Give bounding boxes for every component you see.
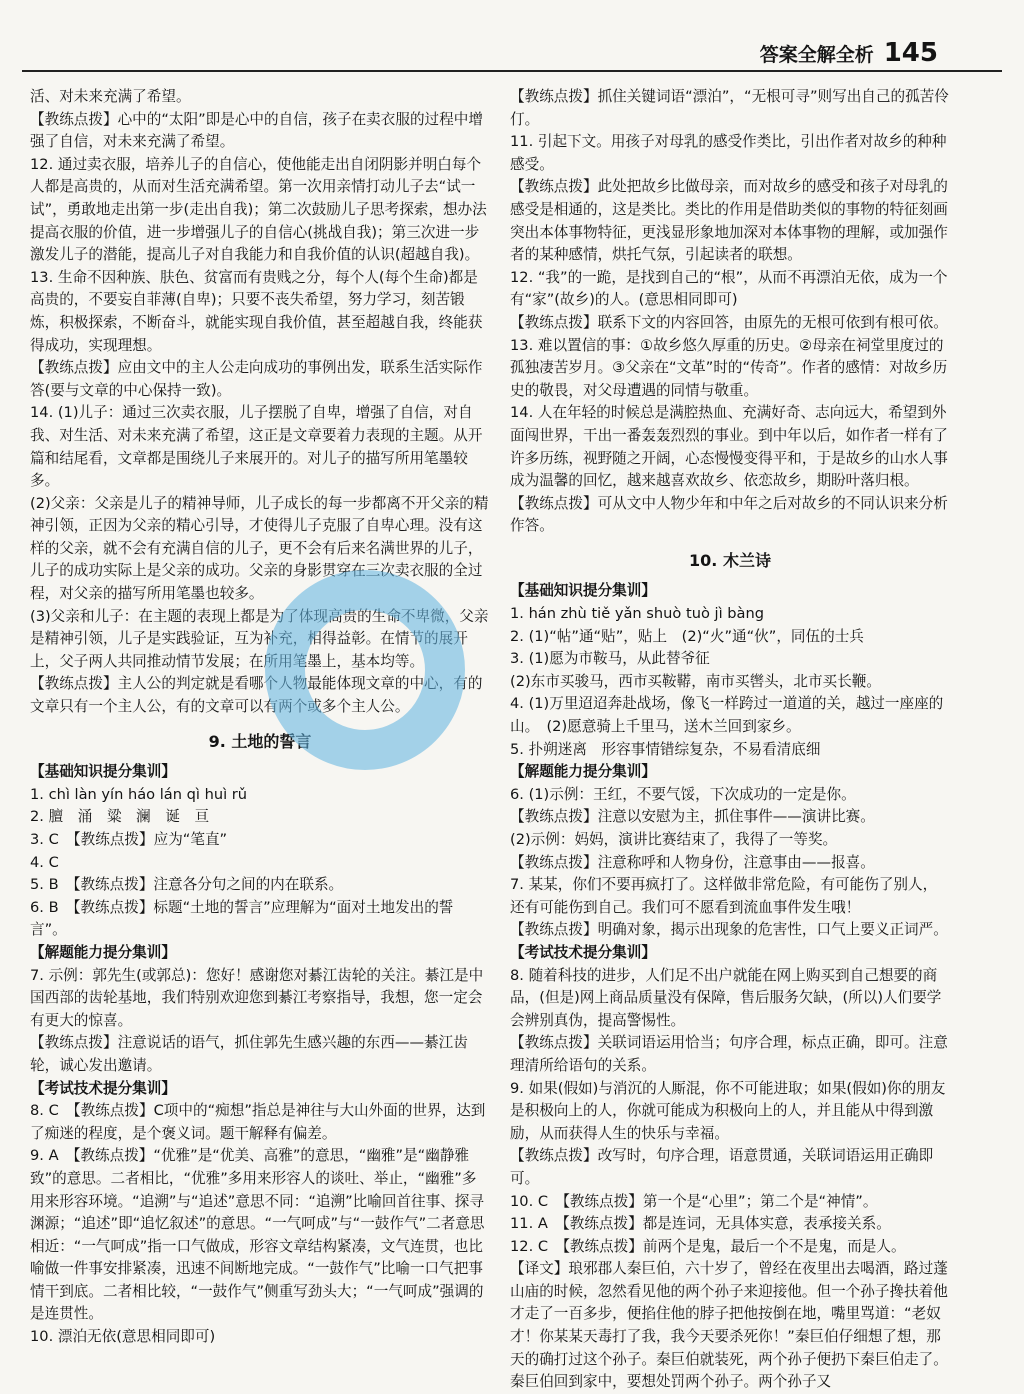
answer-paragraph: (2)东市买骏马，西市买鞍鞯，南市买辔头，北市买长鞭。 — [510, 672, 881, 690]
answer-paragraph: 3. (1)愿为市鞍马，从此替爷征 — [510, 650, 710, 668]
answer-paragraph: (3)父亲和儿子：在主题的表现上都是为了体现高贵的生命不卑微，父亲是精神引领，儿子是实践验证，互为补充，相得益彰。在情节的展开上，父子两人共同推动情节发展；在所用笔墨上，基本均等。 — [30, 607, 489, 670]
answer-paragraph: 1. chì làn yín háo lán qì huì rǔ — [30, 785, 248, 803]
header-rule — [22, 70, 1002, 72]
answer-paragraph: 【教练点拨】此处把故乡比做母亲，而对故乡的感受和孩子对母乳的感受是相通的，这是类比。类比的作用是借助类似的事物的特征刻画突出本体事物特征，更浅显形象地加深对本体事物的理解，或加强作者的某种感情，烘托气氛，引起读者的联想。 — [510, 178, 948, 264]
answer-paragraph: 6. B 【教练点拨】标题“土地的誓言”应理解为“面对土地发出的誓言”。 — [30, 898, 454, 939]
section-heading: 【考试技术提分集训】 — [510, 943, 656, 961]
answer-paragraph: 活、对未来充满了希望。 — [30, 88, 191, 105]
answer-paragraph: 10. 漂泊无依(意思相同即可) — [30, 1328, 216, 1346]
answer-paragraph: 【教练点拨】注意以安慰为主，抓住事件——演讲比赛。 — [510, 808, 875, 826]
answer-paragraph: 7. 示例：郭先生(或郭总)：您好！感谢您对綦江齿轮的关注。綦江是中国西部的齿轮基地，我们特别欢迎您到綦江考察指导，我想，您一定会有更大的惊喜。 — [30, 966, 484, 1029]
answer-paragraph: 12. C 【教练点拨】前两个是鬼，最后一个不是鬼，而是人。 — [510, 1237, 906, 1255]
answer-paragraph: 【教练点拨】心中的“太阳”即是心中的自信，孩子在卖衣服的过程中增强了自信，对未来充满了希望。 — [30, 110, 483, 151]
answer-paragraph: 9. 如果(假如)与消沉的人厮混，你不可能进取；如果(假如)你的朋友是积极向上的人，你就可能成为积极向上的人，并且能从中得到激励，从而获得人生的快乐与幸福。 — [510, 1079, 946, 1142]
section-heading: 【基础知识提分集训】 — [510, 582, 656, 600]
answer-paragraph: (2)示例：妈妈，演讲比赛结束了，我得了一等奖。 — [510, 831, 838, 848]
answer-paragraph: 12. “我”的一跪，是找到自己的“根”，从而不再漂泊无依，成为一个有“家”(故乡)的人。(意思相同即可) — [510, 268, 948, 309]
answer-paragraph: 4. C — [30, 853, 59, 871]
answer-paragraph: 1. hán zhù tiě yǎn shuò tuò jì bàng — [510, 605, 764, 623]
answer-paragraph: 11. 引起下文。用孩子对母乳的感受作类比，引出作者对故乡的种种感受。 — [510, 133, 947, 173]
section-title: 10. 木兰诗 — [689, 550, 771, 570]
answer-paragraph: (2)父亲：父亲是儿子的精神导师，儿子成长的每一步都离不开父亲的精神引领，正因为父亲的精心引导，才使得儿子克服了自卑心理。没有这样的父亲，就不会有充满自信的儿子，更不会有后来名满世界的儿子，儿子的成功实际上是父亲的成功。父亲的身影贯穿在三次卖衣服的全过程，对父亲的描写所用笔墨也较多。 — [30, 494, 489, 603]
answer-paragraph: 8. 随着科技的进步，人们足不出户就能在网上购买到自己想要的商品，(但是)网上商品质量没有保障，售后服务欠缺，(所以)人们要学会辨别真伪，提高警惕性。 — [510, 966, 942, 1029]
answer-paragraph: 【译文】琅邪郡人秦巨伯，六十岁了，曾经在夜里出去喝酒，路过蓬山庙的时候，忽然看见他的两个孙子来迎接他。但一个孙子搀扶着他才走了一百多步，便掐住他的脖子把他按倒在地，嘴里骂道：“老奴才！你某某天毒打了我，我今天要杀死你！”秦巨伯仔细想了想，那天的确打过这个孙子。秦巨伯就装死，两个孙子便扔下秦巨伯走了。秦巨伯回到家中，要想处罚两个孙子。两个孙子又 — [510, 1260, 948, 1391]
answer-paragraph: 3. C 【教练点拨】应为“笔直” — [30, 831, 228, 848]
answer-paragraph: 6. (1)示例：王红，不要气馁，下次成功的一定是你。 — [510, 785, 856, 803]
page-number: 145 — [883, 38, 938, 68]
section-heading: 【考试技术提分集训】 — [30, 1079, 176, 1097]
answer-paragraph: 5. B 【教练点拨】注意各分句之间的内在联系。 — [30, 876, 344, 894]
answer-paragraph: 9. A 【教练点拨】“优雅”是“优美、高雅”的意思，“幽雅”是“幽静雅致”的意思。二者相比，“优雅”多用来形容人的谈吐、举止，“幽雅”多用来形容环境。“追溯”与“追述”意思不同：“追溯”比喻回首往事、探寻渊源；“追述”即“追忆叙述”的意思。“一气呵成”与“一鼓作气”二者意思相近：“一气呵成”指一口气做成，形容文章结构紧凑，文气连贯，也比喻做一件事安排紧凑，迅速不间断地完成。“一鼓作气”比喻一口气把事情干到底。二者相比较，“一鼓作气”侧重写劲头大；“一气呵成”强调的是连贯性。 — [30, 1147, 485, 1323]
answer-paragraph: 2. (1)“帖”通“贴”，贴上 (2)“火”通“伙”，同伍的士兵 — [510, 627, 864, 645]
answer-paragraph: 【教练点拨】明确对象，揭示出现象的危害性，口气上要义正词严。 — [510, 921, 948, 939]
answer-paragraph: 【教练点拨】注意称呼和人物身份，注意事由——报喜。 — [510, 853, 875, 871]
answer-paragraph: 11. A 【教练点拨】都是连词，无具体实意，表承接关系。 — [510, 1215, 891, 1233]
answer-paragraph: 【教练点拨】可从文中人物少年和中年之后对故乡的不同认识来分析作答。 — [510, 494, 948, 535]
answer-paragraph: 13. 难以置信的事：①故乡悠久厚重的历史。②母亲在祠堂里度过的孤独凄苦岁月。③父亲在“文革”时的“传奇”。作者的感情：对故乡历史的敬畏，对父母遭遇的同情与敬重。 — [510, 336, 948, 399]
answer-paragraph: 5. 扑朔迷离 形容事情错综复杂，不易看清底细 — [510, 740, 821, 758]
answer-paragraph: 【教练点拨】关联词语运用恰当；句序合理，标点正确，即可。注意理清所给语句的关系。 — [510, 1034, 948, 1074]
answer-paragraph: 12. 通过卖衣服，培养儿子的自信心，使他能走出自闭阴影并明白每个人都是高贵的，从而对生活充满希望。第一次用亲情打动儿子去“试一试”，勇敢地走出第一步(走出自我)；第二次鼓励儿子思考探索，想办法提高衣服的价值，进一步增强儿子的自信心(挑战自我)；第三次进一步激发儿子的潜能，提高儿子对自我能力和自我价值的认识(超越自我)。 — [30, 155, 487, 264]
answer-paragraph: 14. (1)儿子：通过三次卖衣服，儿子摆脱了自卑，增强了自信，对自我、对生活、对未来充满了希望，这正是文章要着力表现的主题。从开篇和结尾看，文章都是围绕儿子来展开的。对儿子的描写所用笔墨较多。 — [30, 404, 483, 490]
section-title: 9. 土地的誓言 — [208, 731, 312, 751]
answer-paragraph: 4. (1)万里迢迢奔赴战场，像飞一样跨过一道道的关，越过一座座的山。 (2)愿意骑上千里马，送木兰回到家乡。 — [510, 695, 944, 736]
answer-paragraph: 8. C 【教练点拨】C项中的“痴想”指总是神往与大山外面的世界，达到了痴迷的程度，是个褒义词。题干解释有偏差。 — [30, 1102, 486, 1142]
answer-paragraph: 【教练点拨】主人公的判定就是看哪个人物最能体现文章的中心，有的文章只有一个主人公，有的文章可以有两个或多个主人公。 — [30, 675, 483, 716]
page-header — [760, 38, 938, 68]
header-title: 答案全解全析 — [759, 44, 874, 66]
section-heading: 【基础知识提分集训】 — [30, 763, 176, 781]
section-heading: 【解题能力提分集训】 — [510, 763, 656, 781]
section-heading: 【解题能力提分集训】 — [30, 943, 176, 961]
answer-paragraph: 14. 人在年轻的时候总是满腔热血、充满好奇、志向远大，希望到外面闯世界，干出一番轰轰烈烈的事业。到中年以后，如作者一样有了许多历练，视野随之开阔，心态慢慢变得平和，于是故乡的山水人事成为温馨的回忆，越来越喜欢故乡、依恋故乡，期盼叶落归根。 — [510, 404, 948, 490]
answer-paragraph: 10. C 【教练点拨】第一个是“心里”；第二个是“神情”。 — [510, 1192, 878, 1210]
right-column — [510, 86, 950, 1394]
answer-paragraph: 【教练点拨】应由文中的主人公走向成功的事例出发，联系生活实际作答(要与文章的中心保持一致)。 — [30, 359, 483, 399]
left-column — [30, 86, 490, 1349]
answer-paragraph: 2. 膻 涌 粱 澜 诞 亘 — [30, 808, 210, 826]
answer-paragraph: 【教练点拨】注意说话的语气，抓住郭先生感兴趣的东西——綦江齿轮，诚心发出邀请。 — [30, 1034, 468, 1074]
answer-paragraph: 13. 生命不因种族、肤色、贫富而有贵贱之分，每个人(每个生命)都是高贵的，不要妄自菲薄(自卑)；只要不丧失希望，努力学习，刻苦锻炼，积极探索，不断奋斗，就能实现自我价值，甚至超越自我，终能获得成功，实现理想。 — [30, 268, 483, 354]
answer-paragraph: 7. 某某，你们不要再疯打了。这样做非常危险，有可能伤了别人，还有可能伤到自己。我们可不愿看到流血事件发生哦！ — [510, 876, 938, 916]
answer-paragraph: 【教练点拨】联系下文的内容回答，由原先的无根可依到有根可依。 — [510, 313, 948, 331]
answer-paragraph: 【教练点拨】改写时，句序合理，语意贯通，关联词语运用正确即可。 — [510, 1147, 934, 1187]
answer-paragraph: 【教练点拨】抓住关键词语“漂泊”，“无根可寻”则写出自己的孤苦伶仃。 — [510, 88, 949, 128]
